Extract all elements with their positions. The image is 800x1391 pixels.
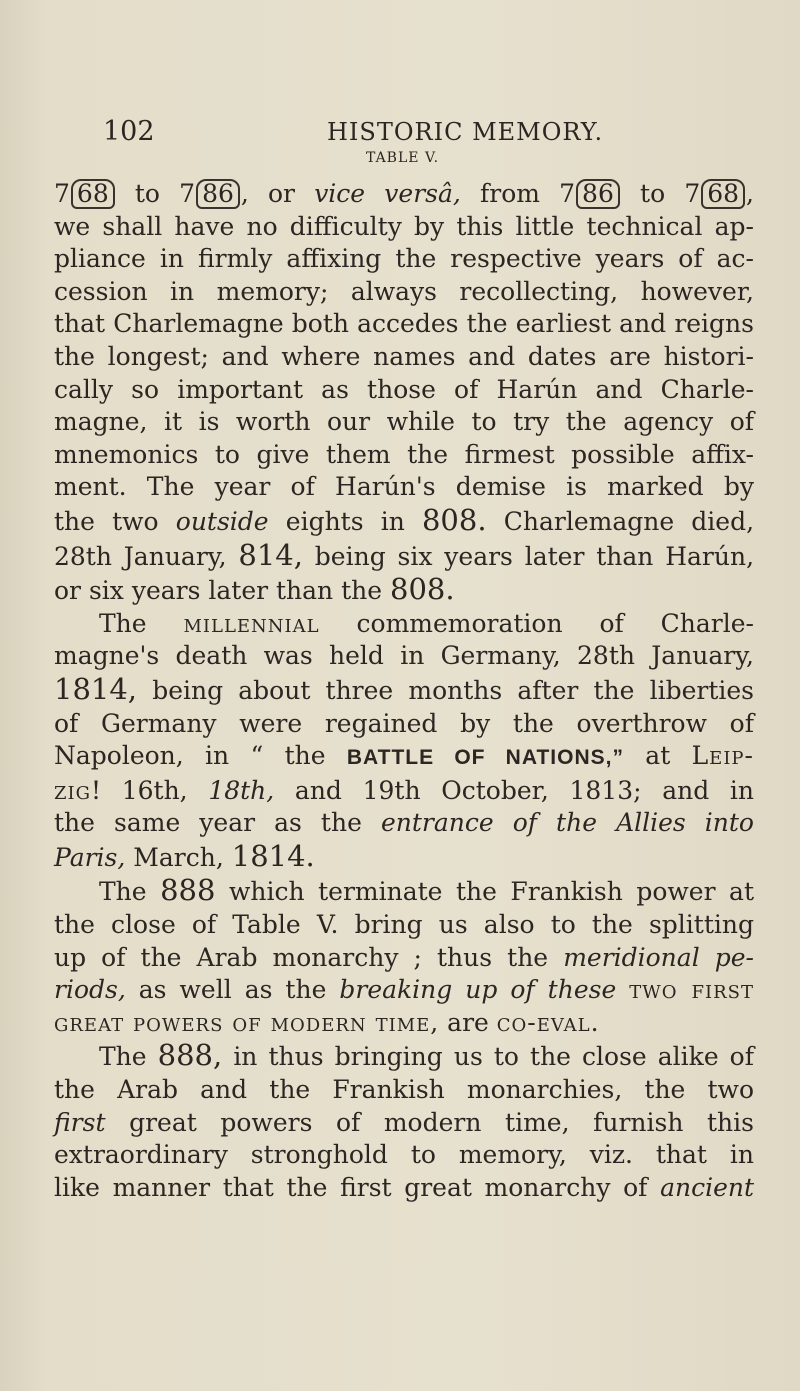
text-line: the longest; and where names and dates are histori-	[54, 341, 754, 371]
text-line: riods, as well as the breaking up of these two first	[54, 975, 754, 1005]
formula-line: 7 68 to 7 86 , or vice versâ, from 7 86 to 7 68 ,	[54, 179, 754, 208]
text-line: or six years later than the 808.	[54, 572, 455, 607]
date-box: 86	[576, 179, 620, 209]
text-line: of Germany were regained by the overthrow of	[54, 708, 754, 738]
text-line: The 888 which terminate the Frankish power at	[99, 873, 755, 908]
date-box: 68	[701, 179, 745, 209]
text-line: the Arab and the Frankish monarchies, the two	[54, 1075, 754, 1105]
text-line: great powers of modern time, are co-eval.	[54, 1007, 600, 1037]
text-line: first great powers of modern time, furnish this	[54, 1107, 754, 1137]
body-text	[54, 178, 754, 1204]
text-line: cally so important as those of Harún and Charle-	[54, 374, 754, 404]
paragraph	[54, 178, 754, 608]
text-line: zig! 16th, 18th, and 19th October, 1813; and in	[54, 775, 754, 805]
paragraph	[54, 1039, 754, 1204]
date-box: 86	[196, 179, 240, 209]
text-line: that Charlemagne both accedes the earliest and reigns	[54, 309, 754, 339]
text-line: we shall have no difficulty by this little technical ap-	[54, 211, 754, 241]
text-line: 28th January, 814, being six years later than Harún,	[54, 537, 755, 572]
text-line: 1814, being about three months after the liberties	[54, 671, 754, 706]
text-line: the two outside eights in 808. Charlemagne died,	[54, 502, 755, 537]
text-line: The millennial commemoration of Charle-	[99, 608, 754, 638]
table-label: TABLE V.	[366, 150, 440, 166]
text-line: pliance in firmly affixing the respective years of ac-	[54, 244, 754, 274]
text-line: ment. The year of Harún's demise is marked by	[54, 472, 754, 502]
text-line: magne, it is worth our while to try the agency of	[54, 407, 754, 437]
text-line: up of the Arab monarchy ; thus the meridional pe-	[54, 942, 754, 972]
page-number: 102	[103, 116, 155, 147]
text-line: The 888, in thus bringing us to the close alike of	[99, 1038, 754, 1073]
text-line: like manner that the first great monarchy of ancient	[54, 1172, 755, 1202]
paragraph	[54, 608, 754, 875]
paragraph	[54, 874, 754, 1039]
text-line: the close of Table V. bring us also to the splitting	[54, 910, 754, 940]
running-title: HISTORIC MEMORY.	[327, 118, 604, 146]
text-line: extraordinary stronghold to memory, viz. that in	[54, 1140, 754, 1170]
text-line: Napoleon, in “ the BATTLE OF NATIONS,” at Leip-	[54, 741, 754, 771]
date-box: 68	[71, 179, 115, 209]
text-line: Paris, March, 1814.	[54, 838, 315, 873]
text-line: cession in memory; always recollecting, however,	[54, 276, 754, 306]
text-line: the same year as the entrance of the Allies into	[54, 808, 754, 838]
text-line: magne's death was held in Germany, 28th January,	[54, 641, 754, 671]
text-line: mnemonics to give them the firmest possible affix-	[54, 439, 754, 469]
